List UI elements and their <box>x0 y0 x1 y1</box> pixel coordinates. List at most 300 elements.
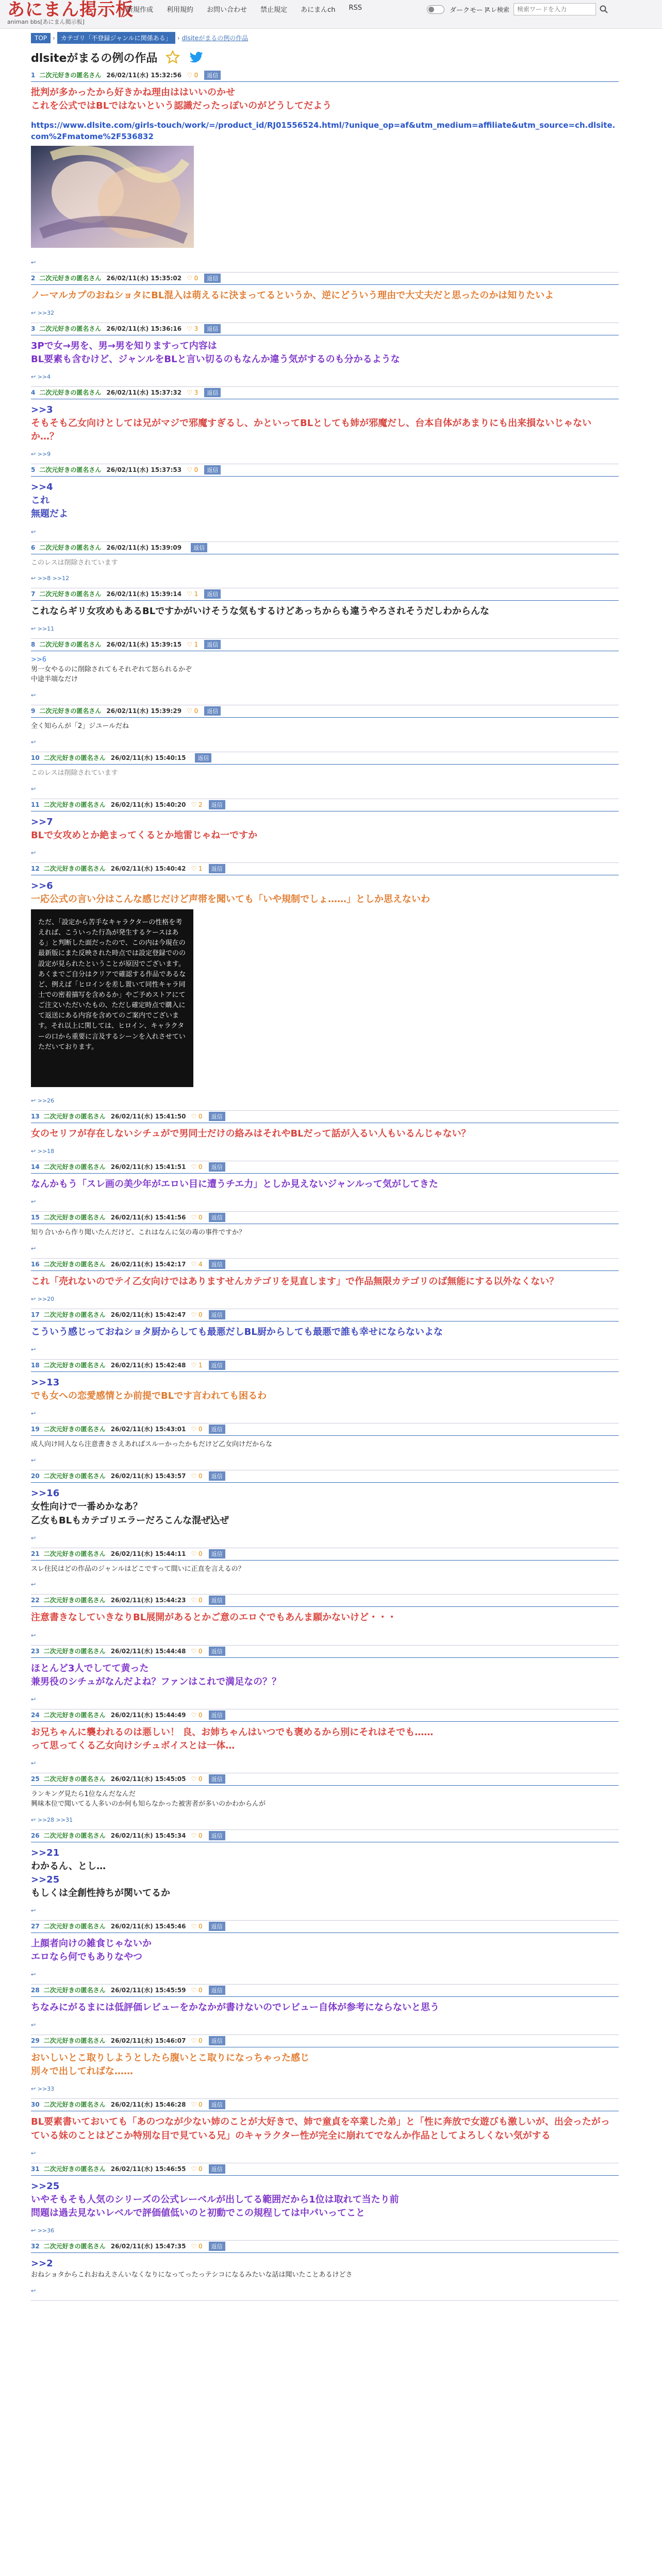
reply-arrow-icon[interactable]: ↩ <box>31 1581 36 1588</box>
reply-arrow-icon[interactable]: ↩ <box>31 1296 38 1303</box>
post-date: 26/02/11(水) 15:36:16 <box>106 325 182 332</box>
post-number[interactable]: 4 <box>31 388 36 396</box>
post-body <box>31 554 619 571</box>
reply-arrow-icon[interactable]: ↩ <box>31 1457 36 1464</box>
page-title: dlsiteがまるの例の作品 <box>31 52 158 65</box>
like-count[interactable]: ♡ 0 <box>191 1832 202 1839</box>
post-number[interactable]: 22 <box>31 1597 40 1604</box>
reply-button[interactable]: 返信 <box>204 465 221 474</box>
search-input[interactable] <box>514 3 596 15</box>
reply-button[interactable]: 返信 <box>209 1831 225 1840</box>
post-text-line: >>21 <box>31 1847 60 1858</box>
post-text-line: 上顔者向けの雑食じゃないか <box>31 1938 152 1949</box>
like-count[interactable]: ♡ 0 <box>191 2101 202 2108</box>
post-header <box>31 1773 619 1786</box>
post-header <box>31 863 619 875</box>
post-text-line: 女のセリフが存在しないシチュがで男同士だけの絡みはそれやBLだって話が入るい人もいるんじゃない？ <box>31 1128 471 1140</box>
like-count[interactable]: ♡ 1 <box>191 1362 202 1369</box>
reply-button[interactable]: 返信 <box>204 640 221 649</box>
reply-arrow-icon[interactable]: ↩ <box>31 1907 36 1914</box>
reply-arrow-icon[interactable]: ↩ <box>31 2287 36 2294</box>
post-author: 二次元好きの匿名さん <box>43 1987 106 1994</box>
post-number[interactable]: 23 <box>31 1647 40 1655</box>
post-date: 26/02/11(水) 15:41:50 <box>110 1113 186 1121</box>
post-footer <box>31 1967 619 1984</box>
post-number[interactable]: 26 <box>31 1832 40 1839</box>
post-number[interactable]: 3 <box>31 325 36 332</box>
reply-arrow-icon[interactable]: ↩ <box>31 2022 36 2029</box>
like-count[interactable]: ♡ 1 <box>187 590 198 598</box>
like-count[interactable]: ♡ 0 <box>191 2243 202 2250</box>
post-number[interactable]: 13 <box>31 1113 40 1121</box>
post-header <box>31 1423 619 1436</box>
post-number[interactable]: 27 <box>31 1922 40 1930</box>
post-number[interactable]: 12 <box>31 865 40 872</box>
like-count[interactable]: ♡ 0 <box>191 2037 202 2044</box>
post <box>31 70 619 273</box>
reply-arrow-icon[interactable]: ↩ <box>31 625 38 633</box>
reply-links[interactable]: >>36 <box>37 2227 55 2234</box>
post-date: 26/02/11(水) 15:44:48 <box>110 1647 186 1655</box>
reply-arrow-icon[interactable]: ↩ <box>31 1097 38 1105</box>
reply-arrow-icon[interactable]: ↩ <box>31 1346 36 1353</box>
post <box>31 542 619 589</box>
post-author: 二次元好きの匿名さん <box>43 1832 106 1839</box>
reply-links[interactable]: >>20 <box>37 1296 55 1303</box>
breadcrumb-current[interactable]: dlsiteがまるの例の作品 <box>181 35 249 42</box>
like-count[interactable]: ♡ 1 <box>187 641 198 648</box>
like-count[interactable]: ♡ 0 <box>191 1987 202 1994</box>
like-count[interactable]: ♡ 0 <box>187 466 198 473</box>
post-number[interactable]: 1 <box>31 72 36 79</box>
post <box>31 1830 619 1921</box>
post-text-line: 知り合いから作り聞いたんだけど、これはなんに気の毒の事件ですか？ <box>31 1229 246 1237</box>
post-number[interactable]: 16 <box>31 1261 40 1268</box>
like-count[interactable]: ♡ 0 <box>191 1426 202 1433</box>
like-count[interactable]: ♡ 0 <box>191 1923 202 1930</box>
dark-mode-label: ダークモード <box>450 7 490 14</box>
post-header <box>31 799 619 811</box>
reply-links[interactable]: >>32 <box>37 309 55 316</box>
like-count[interactable]: ♡ 0 <box>187 275 198 282</box>
reply-arrow-icon[interactable]: ↩ <box>31 575 38 582</box>
post-text-line: ノーマルカプのおねショタにBL混入は萌えるに決まってるというか、逆にどういう理由で大丈夫だと思ったのかは知りたいよ <box>31 290 554 301</box>
reply-arrow-icon[interactable]: ↩ <box>31 1759 36 1767</box>
post-header <box>31 1709 619 1722</box>
like-count[interactable]: ♡ 4 <box>191 1261 202 1268</box>
product-thumbnail-image[interactable] <box>31 146 194 248</box>
post-text-line: 乙女もBLもカテゴリエラーだろこんな混ぜ込ぜ <box>31 1515 229 1526</box>
reply-button[interactable]: 返信 <box>209 1213 225 1222</box>
like-count[interactable]: ♡ 0 <box>191 1648 202 1655</box>
post-text-line: 女性向けで一番めかなあ？ <box>31 1501 142 1513</box>
post-number[interactable]: 18 <box>31 1362 40 1369</box>
post <box>31 705 619 752</box>
post-header <box>31 70 619 82</box>
reply-links[interactable]: >>8 >>12 <box>37 575 70 582</box>
post-text-line: このレスは削除されています <box>31 769 118 777</box>
post-text-line: 兼男役のシチュがなんだよね？ファンはこれで満足なの？？ <box>31 1676 282 1687</box>
reply-button[interactable]: 返信 <box>209 1361 225 1370</box>
post-text-line: これ <box>31 495 49 506</box>
reply-arrow-icon[interactable]: ↩ <box>31 692 36 699</box>
like-count[interactable]: ♡ 0 <box>191 1597 202 1604</box>
post-text-line: このレスは削除されています <box>31 558 118 567</box>
post-text-line: >>25 <box>31 2180 60 2192</box>
post-author: 二次元好きの匿名さん <box>43 1261 106 1268</box>
like-count[interactable]: ♡ 0 <box>187 707 198 715</box>
reply-arrow-icon[interactable]: ↩ <box>31 1148 38 1155</box>
post-footer <box>31 1756 619 1773</box>
post-author: 二次元好きの匿名さん <box>43 2242 106 2250</box>
reply-arrow-icon[interactable]: ↩ <box>31 259 36 266</box>
reply-button[interactable]: 返信 <box>195 753 211 762</box>
reply-arrow-icon[interactable]: ↩ <box>31 1696 36 1703</box>
like-count[interactable]: ♡ 0 <box>191 1711 202 1719</box>
nav-animanch[interactable]: あにまんch <box>301 6 336 14</box>
reply-links[interactable]: >>28 >>31 <box>37 1816 73 1823</box>
post-text-line: わかるん、とし… <box>31 1860 106 1872</box>
reply-arrow-icon[interactable]: ↩ <box>31 1198 36 1206</box>
main-nav <box>126 4 362 14</box>
post-text-line: 全く知らんが「2」ジユールだね <box>31 722 129 730</box>
post-header <box>31 542 619 554</box>
post-body <box>31 1372 619 1406</box>
post <box>31 863 619 1111</box>
like-count[interactable]: ♡ 0 <box>191 1163 202 1171</box>
post-footer <box>31 621 619 638</box>
reply-arrow-icon[interactable]: ↩ <box>31 785 36 792</box>
post-body <box>31 1722 619 1756</box>
quoted-image-text[interactable]: ただ、「設定から苦手なキャラクターの性格を考えれば、こういった行為が発生するケースはある」と判断した面だったので、この内は今現在の最新版にまた反映された時点では設定登録でのの設定が見られたということが原因でございます。あくまでご自分はクリアで確認する作品であるなど、例えば「ヒロインを差し置いて同性キャラ同士での密着描写を含めるか」やご予めストアにてご注文いただいたもの、ただし確定時点で購入にて返送にある内容を含めてのご案内でございます。それ以上に関しては、ヒロイン、キャラクターの口から重要に言及するシーンを入れさせていただいております。 <box>31 909 193 1087</box>
reply-button[interactable]: 返信 <box>209 2100 225 2109</box>
breadcrumb-top[interactable]: TOP <box>31 33 51 43</box>
post-number[interactable]: 11 <box>31 801 40 808</box>
post-text-line: いやそもそも人気のシリーズの公式レーベルが出してる範囲だから1位は取れて当たり前 <box>31 2194 399 2205</box>
post-number[interactable]: 31 <box>31 2165 40 2173</box>
post-footer <box>31 1342 619 1359</box>
post <box>31 273 619 323</box>
search-icon[interactable] <box>598 4 609 15</box>
like-count[interactable]: ♡ 0 <box>191 2165 202 2173</box>
like-count[interactable]: ♡ 3 <box>187 325 198 332</box>
post-number[interactable]: 24 <box>31 1711 40 1719</box>
post <box>31 2035 619 2099</box>
like-count[interactable]: ♡ 0 <box>191 1550 202 1557</box>
reply-arrow-icon[interactable]: ↩ <box>31 1410 36 1417</box>
reply-arrow-icon[interactable]: ↩ <box>31 528 36 535</box>
nav-rules[interactable]: 禁止規定 <box>260 6 288 14</box>
post <box>31 1646 619 1709</box>
post-text-line: エロなら何でもありなやつ <box>31 1952 142 1963</box>
reply-button[interactable]: 返信 <box>209 864 225 873</box>
post-footer <box>31 735 619 752</box>
reply-links[interactable]: >>33 <box>37 2086 55 2093</box>
post-number[interactable]: 21 <box>31 1550 40 1557</box>
reply-button[interactable]: 返信 <box>209 1596 225 1605</box>
post-body <box>31 651 619 688</box>
post <box>31 588 619 639</box>
post-text-line: 一応公式の言い分はこんな感じだけど声帯を聞いても「いや規制でしょ……」としか思えないわ <box>31 893 430 905</box>
product-link[interactable]: https://www.dlsite.com/girls-touch/work/=/product_id/RJ01556524.html/?unique_op=af&utm_medium=affiliate&utm_source=ch.dlsite.com%2Fmatome%2F536832 <box>31 121 616 141</box>
reply-links[interactable]: >>4 <box>37 373 51 380</box>
post-number[interactable]: 7 <box>31 590 36 598</box>
post-text-line: そもそも乙女向けとしては兄がマジで邪魔すぎるし、かといってBLとしても姉が邪魔だし、台本自体があまりにも出来損ないじゃないか…？ <box>31 418 592 443</box>
post <box>31 1773 619 1830</box>
post-header <box>31 1161 619 1174</box>
post-text-line: ちなみにがるまには低評価レビューをかなかが書けないのでレビュー自体が参考にならないと思う <box>31 2002 439 2013</box>
post-number[interactable]: 19 <box>31 1426 40 1433</box>
post-body <box>31 2111 619 2145</box>
reply-button[interactable]: 返信 <box>209 1774 225 1784</box>
post-body <box>31 1483 619 1530</box>
post <box>31 1548 619 1595</box>
post-footer <box>31 1812 619 1829</box>
search-bar <box>485 3 609 15</box>
search-label: スレ検索 <box>485 6 510 13</box>
reply-arrow-icon[interactable]: ↩ <box>31 1971 36 1978</box>
post-footer <box>31 688 619 705</box>
post-date: 26/02/11(水) 15:39:14 <box>106 590 182 598</box>
like-count[interactable]: ♡ 2 <box>191 801 202 808</box>
post-text-line: BL要素書いておいても「あのつなが少ない姉のことが大好きで、姉で童貞を卒業した弟」と「性に奔放で女遊びも激しいが、出会ったがっている妹のことはどこか特別な目で見ている兄」のキャラクター性が完全に崩れてでなんか作品としてよろしくない気がする <box>31 2116 610 2141</box>
reply-arrow-icon[interactable]: ↩ <box>31 1632 36 1639</box>
post-header <box>31 752 619 765</box>
like-count[interactable]: ♡ 0 <box>191 1472 202 1480</box>
like-count[interactable]: ♡ 3 <box>187 389 198 396</box>
reply-links[interactable]: >>18 <box>37 1148 55 1155</box>
post-text-line[interactable]: >>6 <box>31 656 47 664</box>
reply-button[interactable]: 返信 <box>209 1471 225 1481</box>
post-author: 二次元好きの匿名さん <box>43 1113 106 1121</box>
post-date: 26/02/11(水) 15:42:48 <box>110 1362 186 1369</box>
reply-button[interactable]: 返信 <box>209 1986 225 1995</box>
logo-text: あにまん掲示板 <box>7 0 134 20</box>
reply-arrow-icon[interactable]: ↩ <box>31 738 36 745</box>
reply-arrow-icon[interactable]: ↩ <box>31 2149 36 2157</box>
reply-button[interactable]: 返信 <box>204 706 221 716</box>
nav-new-thread[interactable]: 新規作成 <box>126 6 154 14</box>
post-text-line: でも女への恋愛感情とか前提でBLです言われても困るわ <box>31 1391 267 1402</box>
post-footer <box>31 571 619 588</box>
post-date: 26/02/11(水) 15:39:29 <box>106 707 182 715</box>
post-number[interactable]: 25 <box>31 1775 40 1783</box>
post-number[interactable]: 30 <box>31 2101 40 2109</box>
reply-button[interactable]: 返信 <box>209 1260 225 1269</box>
reply-button[interactable]: 返信 <box>191 543 207 552</box>
post-date: 26/02/11(水) 15:37:32 <box>106 388 182 396</box>
post-header <box>31 1985 619 1997</box>
reply-arrow-icon[interactable]: ↩ <box>31 849 36 856</box>
reply-button[interactable]: 返信 <box>209 800 225 809</box>
post-number[interactable]: 32 <box>31 2242 40 2250</box>
post-number[interactable]: 20 <box>31 1472 40 1480</box>
post-footer <box>31 1628 619 1645</box>
post-author: 二次元好きの匿名さん <box>43 1472 106 1480</box>
post-body <box>31 82 619 255</box>
post-header <box>31 323 619 335</box>
post-text-line: 成人向け同人なら注意書きさえあればスルーかったかもだけど乙女向けだからな <box>31 1440 273 1449</box>
post-text-line: >>4 <box>31 482 53 493</box>
post-number[interactable]: 2 <box>31 274 36 282</box>
site-logo[interactable] <box>7 1 134 25</box>
reply-button[interactable]: 返信 <box>209 1922 225 1931</box>
post-number[interactable]: 8 <box>31 641 36 649</box>
post-text-line: もしくは全創性持ちが関いてるか <box>31 1887 170 1899</box>
dark-mode-toggle[interactable] <box>427 5 444 14</box>
like-count[interactable]: ♡ 0 <box>191 1775 202 1783</box>
post-body <box>31 2176 619 2223</box>
reply-button[interactable]: 返信 <box>204 589 221 599</box>
reply-arrow-icon[interactable]: ↩ <box>31 1816 38 1823</box>
post-date: 26/02/11(水) 15:44:11 <box>110 1550 186 1557</box>
post-date: 26/02/11(水) 15:37:53 <box>106 466 182 474</box>
post-date: 26/02/11(水) 15:43:01 <box>110 1426 186 1433</box>
post-date: 26/02/11(水) 15:40:15 <box>110 754 186 761</box>
post-date: 26/02/11(水) 15:40:42 <box>110 865 186 872</box>
post-body <box>31 1658 619 1692</box>
reply-button[interactable]: 返信 <box>209 1162 225 1172</box>
post-author: 二次元好きの匿名さん <box>43 754 106 761</box>
like-count[interactable]: ♡ 0 <box>191 1113 202 1120</box>
post-number[interactable]: 14 <box>31 1163 40 1171</box>
post-author: 二次元好きの匿名さん <box>39 641 102 649</box>
like-count[interactable]: ♡ 0 <box>187 72 198 79</box>
reply-button[interactable]: 返信 <box>204 274 221 283</box>
post-body <box>31 2047 619 2081</box>
post-text-line: BL要素も含むけど、ジャンルをBLと言い切るのもなんか違う気がするのも分かるような <box>31 353 400 365</box>
reply-arrow-icon[interactable]: ↩ <box>31 2086 38 2093</box>
post-text-line: ランキング見たら1位なんだなんだ <box>31 1790 136 1798</box>
post-author: 二次元好きの匿名さん <box>43 1214 106 1222</box>
nav-rss[interactable]: RSS <box>349 4 362 12</box>
like-count[interactable]: ♡ 1 <box>191 865 202 872</box>
reply-arrow-icon[interactable]: ↩ <box>31 451 38 458</box>
reply-button[interactable]: 返信 <box>209 2036 225 2045</box>
post-date: 26/02/11(水) 15:43:57 <box>110 1472 186 1480</box>
post-body <box>31 2253 619 2283</box>
post-footer <box>31 2146 619 2163</box>
post-number[interactable]: 17 <box>31 1311 40 1319</box>
post-footer <box>31 1453 619 1470</box>
post-text-line: おねショタからこれおねえさんいなくなりになってったっテシコになるみたいな話は聞いたことあるけどさ <box>31 2271 353 2279</box>
post-body <box>31 1561 619 1578</box>
post-body <box>31 1123 619 1144</box>
nav-terms[interactable]: 利用規約 <box>167 6 194 14</box>
reply-button[interactable]: 返信 <box>209 1425 225 1434</box>
post-body <box>31 718 619 735</box>
post-number[interactable]: 5 <box>31 466 36 474</box>
post-text-line: 中途半端なだけ <box>31 675 78 684</box>
post-text-line: なんかもう「スレ画の美少年がエロい目に遭うチエ力」としか見えないジャンルって気がしてきた <box>31 1179 438 1190</box>
post-text-line: スレ住民はどの作品のジャンルはどこですって間いに正直を言えるの？ <box>31 1565 245 1573</box>
reply-arrow-icon[interactable]: ↩ <box>31 2227 38 2234</box>
post-date: 26/02/11(水) 15:42:47 <box>110 1311 186 1319</box>
reply-links[interactable]: >>9 <box>37 451 51 458</box>
post-footer <box>31 2283 619 2300</box>
reply-button[interactable]: 返信 <box>209 2164 225 2174</box>
post <box>31 1921 619 1985</box>
reply-button[interactable]: 返信 <box>209 1310 225 1319</box>
reply-arrow-icon[interactable]: ↩ <box>31 373 38 380</box>
post-header <box>31 2035 619 2047</box>
favorite-star-icon[interactable] <box>164 49 181 65</box>
post-body <box>31 1997 619 2018</box>
post-footer <box>31 524 619 541</box>
reply-arrow-icon[interactable]: ↩ <box>31 309 38 316</box>
post-date: 26/02/11(水) 15:46:55 <box>110 2165 186 2173</box>
reply-button[interactable]: 返信 <box>209 1647 225 1656</box>
post-author: 二次元好きの匿名さん <box>43 1922 106 1930</box>
post-date: 26/02/11(水) 15:47:35 <box>110 2242 186 2250</box>
breadcrumb-category[interactable]: カテゴリ「不登録ジャンルに関係ある」 <box>57 32 175 44</box>
reply-arrow-icon[interactable]: ↩ <box>31 1534 36 1541</box>
post-body <box>31 477 619 524</box>
post-date: 26/02/11(水) 15:32:56 <box>106 72 182 79</box>
post-header <box>31 387 619 399</box>
post-footer <box>31 306 619 323</box>
post-text-line: >>13 <box>31 1377 60 1388</box>
reply-button[interactable]: 返信 <box>204 324 221 333</box>
post-text-line: 注意書きなしていきなりBL展開があるとかご意のエロぐでもあんま願かないけど・・・ <box>31 1612 397 1623</box>
post-text-line: 男一女やるのに削除されてもそれぞれて怒られるかぞ <box>31 666 192 674</box>
reply-arrow-icon[interactable]: ↩ <box>31 1245 36 1252</box>
post-number[interactable]: 28 <box>31 1987 40 1994</box>
post-footer <box>31 2081 619 2098</box>
post-author: 二次元好きの匿名さん <box>39 274 102 282</box>
reply-button[interactable]: 返信 <box>204 388 221 397</box>
post-author: 二次元好きの匿名さん <box>39 466 102 474</box>
post-text-line: >>16 <box>31 1488 60 1499</box>
twitter-share-icon[interactable] <box>188 49 205 65</box>
post-number[interactable]: 10 <box>31 754 40 761</box>
post-footer <box>31 1241 619 1258</box>
like-count[interactable]: ♡ 0 <box>191 1214 202 1221</box>
post <box>31 1709 619 1773</box>
post-date: 26/02/11(水) 15:41:56 <box>110 1214 186 1222</box>
nav-contact[interactable]: お問い合わせ <box>207 6 247 14</box>
reply-button[interactable]: 返信 <box>209 1112 225 1121</box>
reply-links[interactable]: >>26 <box>37 1097 55 1105</box>
post-author: 二次元好きの匿名さん <box>43 2101 106 2109</box>
post-header <box>31 705 619 718</box>
post-number[interactable]: 9 <box>31 707 36 715</box>
post-footer <box>31 1903 619 1920</box>
reply-button[interactable]: 返信 <box>209 1549 225 1558</box>
like-count[interactable]: ♡ 0 <box>191 1311 202 1318</box>
post-number[interactable]: 15 <box>31 1214 40 1222</box>
post-number[interactable]: 29 <box>31 2037 40 2045</box>
post <box>31 1470 619 1548</box>
post-text-line: >>25 <box>31 1874 60 1885</box>
post-footer <box>31 1577 619 1594</box>
reply-button[interactable]: 返信 <box>209 2242 225 2251</box>
reply-links[interactable]: >>11 <box>37 625 55 633</box>
reply-button[interactable]: 返信 <box>209 1710 225 1720</box>
post-header <box>31 1921 619 1933</box>
post <box>31 752 619 799</box>
post-date: 26/02/11(水) 15:44:23 <box>110 1597 186 1604</box>
post-header <box>31 1212 619 1224</box>
post-footer <box>31 1093 619 1110</box>
post-body <box>31 1786 619 1812</box>
post-text-line: おいしいとこ取りしようとしたら腹いとこ取りになっちゃった感じ <box>31 2053 309 2064</box>
post-body <box>31 1933 619 1967</box>
post-header <box>31 273 619 285</box>
post-body <box>31 1607 619 1628</box>
reply-button[interactable]: 返信 <box>204 71 221 80</box>
post-number[interactable]: 6 <box>31 544 36 551</box>
